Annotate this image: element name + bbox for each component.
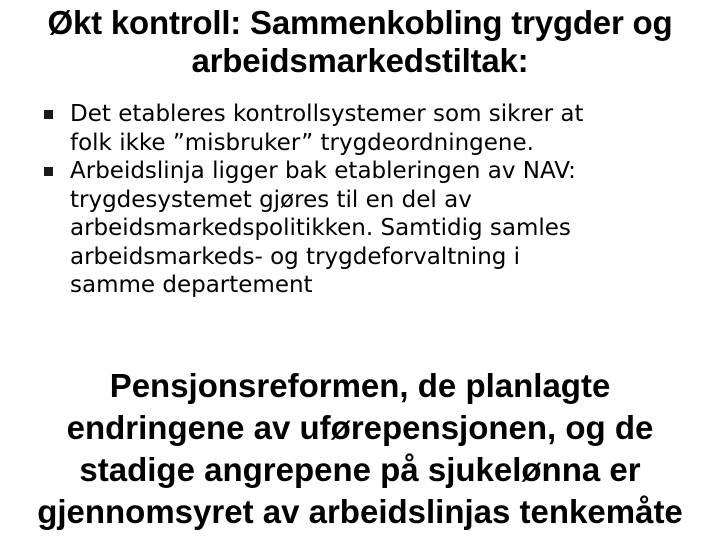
- slide-title-line: Økt kontroll: Sammenkobling trygder og: [47, 4, 673, 41]
- closing-line: endringene av uførepensjonen, og de: [66, 409, 654, 446]
- square-bullet-icon: [44, 167, 53, 176]
- closing-line: Pensjonsreformen, de planlagte: [109, 367, 611, 404]
- bullet-line: trygdesystemet gjøres til en del av: [70, 186, 472, 213]
- bullet-line: arbeidsmarkeds- og trygdeforvaltning i: [70, 243, 521, 270]
- bullet-line: Det etableres kontrollsystemer som sikrer at: [70, 101, 584, 127]
- slide-title-line: arbeidsmarkedstiltak:: [191, 42, 529, 79]
- bullet-list: [44, 100, 684, 300]
- slide-title: [10, 4, 710, 80]
- closing-line: gjennomsyret av arbeidslinjas tenkemåte: [37, 493, 683, 530]
- closing-line: stadige angrepene på sjukelønna er: [79, 451, 641, 488]
- bullet-line: arbeidsmarkedspolitikken. Samtidig samles: [70, 215, 571, 241]
- bullet-item-arbeidslinja: [44, 157, 684, 300]
- bullet-line: samme departement: [70, 272, 313, 298]
- bullet-text: [70, 157, 684, 300]
- closing-statement: [0, 365, 720, 533]
- bullet-line: Arbeidslinja ligger bak etableringen av NAV:: [70, 158, 576, 184]
- bullet-line: folk ikke ”misbruker” trygdeordningene.: [70, 129, 534, 156]
- bullet-item-kontrollsystemer: [44, 100, 684, 157]
- bullet-text: [70, 100, 684, 157]
- square-bullet-icon: [44, 110, 53, 119]
